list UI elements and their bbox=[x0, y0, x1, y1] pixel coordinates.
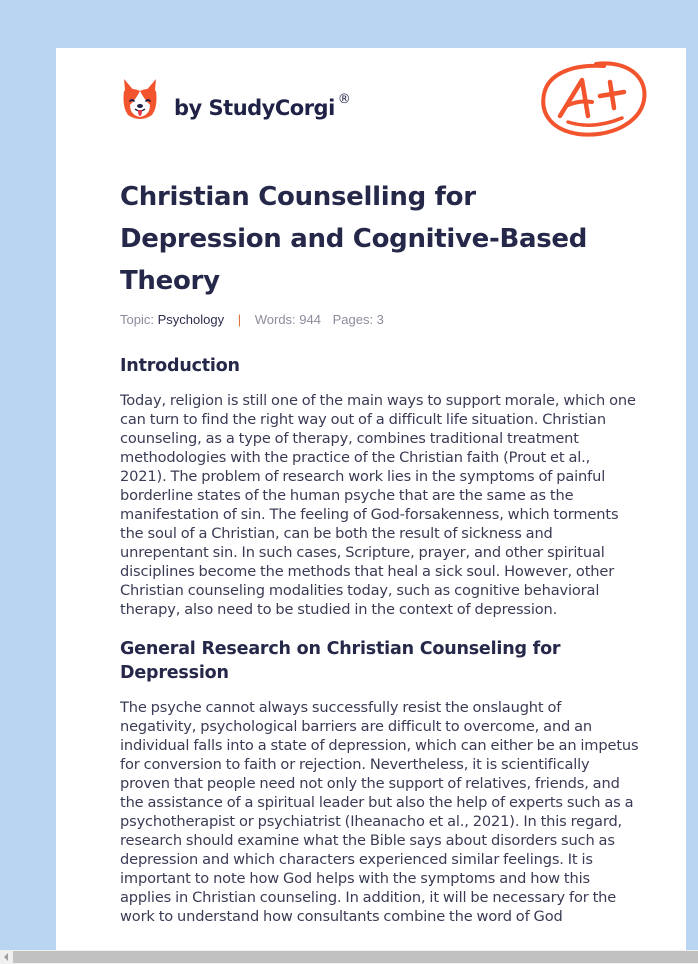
page-count: Pages: 3 bbox=[332, 312, 384, 327]
brand-name bbox=[174, 92, 350, 120]
studycorgi-logo[interactable] bbox=[120, 76, 350, 122]
section-body-general-research: The psyche cannot always successfully resist the onslaught of negativity, psychological barriers are difficult to overcome, and an individual falls into a state of depression, which can either be an impetus for conversion to faith or rejection. Nevertheless, it is scientifically proven that people need not only the support of relatives, friends, and the assistance of a spiritual leader but also the help of experts such as a psychotherapist or psychiatrist (Iheanacho et al., 2021). In this regard, research should examine what the Bible says about disorders such as depression and which characters experienced similar feelings. It is important to note how God helps with the symptoms and how this applies in Christian counseling. In addition, it will be necessary for the work to understand how consultants combine the word of God bbox=[120, 699, 639, 925]
chevron-left-icon[interactable] bbox=[0, 950, 12, 964]
section-heading-general-research: General Research on Christian Counseling for Depression bbox=[120, 639, 561, 683]
brand-text: by StudyCorgi bbox=[174, 96, 335, 120]
horizontal-scrollbar[interactable] bbox=[0, 950, 698, 964]
article-title: Christian Counselling for Depression and Cognitive-Based Theory bbox=[120, 182, 588, 296]
word-count: Words: 944 bbox=[254, 312, 321, 327]
document-page bbox=[56, 48, 686, 950]
meta-separator: | bbox=[237, 312, 242, 327]
corgi-logo-icon bbox=[120, 77, 160, 121]
a-plus-grade-icon bbox=[538, 58, 650, 140]
topic-link[interactable]: Psychology bbox=[157, 312, 225, 327]
section-heading-introduction: Introduction bbox=[120, 356, 240, 376]
scrollbar-thumb[interactable] bbox=[13, 951, 698, 963]
article-meta bbox=[120, 312, 384, 327]
section-body-introduction: Today, religion is still one of the main ways to support morale, which one can turn to find the right way out of a difficult life situation. Christian counseling, as a type of therapy, combines traditional treatment methodologies with the practice of the Christian faith (Prout et al., 2021). The problem of research work lies in the symptoms of painful borderline states of the human psyche that are the same as the manifestation of sin. The feeling of God-forsakenness, which torments the soul of a Christian, can be both the result of sickness and unrepentant sin. In such cases, Scripture, prayer, and other spiritual disciplines become the methods that heal a sick soul. However, other Christian counseling modalities today, such as cognitive behavioral therapy, also need to be studied in the context of depression. bbox=[120, 392, 636, 618]
registered-mark: ® bbox=[337, 92, 351, 107]
topic-label: Topic: bbox=[120, 312, 154, 327]
